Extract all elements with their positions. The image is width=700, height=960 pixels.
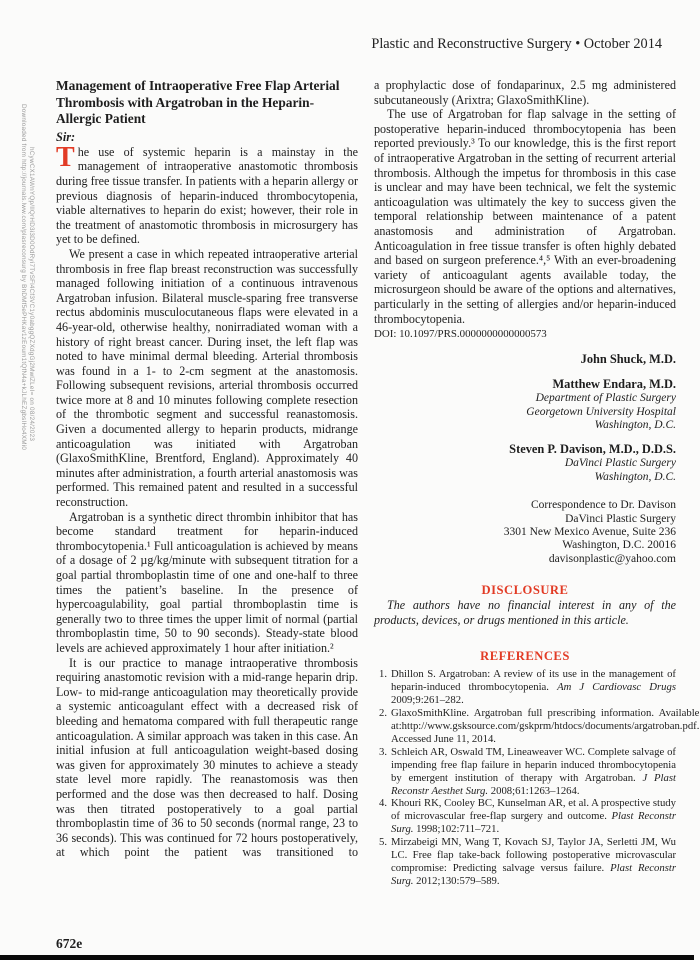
reference-journal: Plast Reconstr Surg. — [391, 861, 676, 887]
paragraph-intro — [56, 141, 358, 247]
article-title: Management of Intraoperative Free Flap Arterial Thrombosis with Argatroban in the Heparin-Allergic Patient — [56, 78, 340, 127]
reference-number: 5. — [378, 836, 387, 849]
authors-section — [374, 352, 676, 484]
reference-journal: J Plast Reconstr Aesthet Surg. — [391, 771, 676, 797]
reference-citation: GlaxoSmithKline. Argatroban full prescribing information. Available at:http://www.gsksource.com/gskprm/htdocs/documents/argatroban.pdf. Accessed June 11, 2014. — [391, 707, 700, 745]
author-name: Matthew Endara, M.D. — [552, 377, 676, 392]
paragraph-case-report: We present a case in which repeated intraoperative arterial thrombosis in free flap breast reconstruction was successfully managed following initiation of a continuous intravenous Argatroban infusion. Bilateral muscle-sparing free transverse rectus abdominis musculocutaneous flaps were elevated in a 46-year-old, otherwise healthy, nonirradiated woman with a history of right breast cancer. During inset, the left flap was noted to have minimal dermal bleeding. Arterial thrombosis was found in a 1- to 2-cm segment at the anastomosis. Following subsequent revisions, arterial thrombosis occurred twice more at 8 and 10 minutes following complete resection of the thrombotic segment and successful reanastomosis. Given a documented allergy to heparin products, midrange anticoagulation was initiated with Argatroban (GlaxoSmithKline, Brentford, England). Approximately 40 minutes after administration, a fourth arterial anastomosis was performed. This remained patent and resulted in a successful reconstruction. — [56, 246, 358, 510]
reference-number: 3. — [378, 745, 387, 758]
correspondence-line: Washington, D.C. 20016 — [562, 539, 676, 552]
reference-text — [391, 746, 676, 798]
reference-citation: Khouri RK, Cooley BC, Kunselman AR, et al. A prospective study of microvascular free-flap surgery and outcome. — [391, 797, 676, 823]
reference-citation: Dhillon S. Argatroban: A review of its use in the management of heparin-induced thrombocytopenia. — [391, 668, 676, 694]
journal-running-head: Plastic and Reconstructive Surgery • October 2014 — [371, 36, 662, 52]
reference-pages: 2008;61:1263–1264. — [488, 784, 580, 797]
download-watermark-line-1: Downloaded from http://journals.lww.com/plasreconsurg by BhDMf5ePHKav1zEoum1tQfN4a+kJLhEZgbsIHo4XMi0 — [20, 104, 27, 451]
references-heading: REFERENCES — [480, 649, 570, 664]
author-affiliation: Washington, D.C. — [594, 470, 676, 483]
reference-citation: Schleich AR, Oswald TM, Lineaweaver WC. Complete salvage of impending free flap failure in heparin induced thrombocytopenia by emergent institution of therapy with Argatroban. — [391, 745, 676, 784]
left-column — [56, 78, 358, 888]
reference-list — [374, 668, 700, 887]
reference-text — [391, 836, 676, 888]
correspondence-section — [374, 499, 676, 566]
reference-number: 1. — [378, 668, 387, 681]
scan-edge-bar — [0, 955, 694, 960]
correspondence-line: Correspondence to Dr. Davison — [531, 499, 676, 512]
reference-journal: Am J Cardiovasc Drugs — [557, 681, 676, 694]
author-block — [374, 442, 676, 484]
reference-text — [391, 797, 676, 836]
disclosure-heading: DISCLOSURE — [481, 583, 569, 598]
reference-pages: 1998;102:711–721. — [413, 823, 500, 836]
author-name: Steven P. Davison, M.D., D.D.S. — [509, 442, 676, 457]
right-column — [374, 78, 700, 888]
reference-item — [374, 707, 700, 746]
doi-line: DOI: 10.1097/PRS.0000000000000573 — [374, 328, 547, 341]
author-affiliation: Department of Plastic Surgery — [535, 392, 676, 405]
reference-item — [374, 668, 676, 707]
reference-text — [391, 707, 699, 746]
correspondence-line: 3301 New Mexico Avenue, Suite 236 — [503, 525, 676, 538]
correspondence-line: DaVinci Plastic Surgery — [565, 512, 676, 525]
author-affiliation: Georgetown University Hospital — [526, 405, 676, 418]
reference-number: 2. — [378, 707, 387, 720]
reference-item — [374, 797, 676, 836]
paragraph-argatroban-background: Argatroban is a synthetic direct thrombin inhibitor that has become standard treatment for heparin-induced thrombocytopenia.¹ Full anticoagulation is achieved by means of a dosage of 2 µg/kg/minute with subsequent titration for a goal partial thromboplastin time of one and one-half to three times the patient’s baseline. In the presence of hypercoagulability, goal partial thromboplastin time is generally two to three times the upper limit of normal (partial thromboplastin time, 50 to 90 seconds). Steady-state blood levels are achieved approximately 1 hour after initiation.² — [56, 509, 358, 655]
author-affiliation: DaVinci Plastic Surgery — [564, 457, 676, 470]
reference-citation: Mirzabeigi MN, Wang T, Kovach SJ, Taylor JA, Serletti JM, Wu LC. Free flap take-back following postoperative microvascular compromise: Predicting salvage versus failure. — [391, 836, 676, 874]
paragraph-intro-text: he use of systemic heparin is a mainstay in the management of intraoperative anastomotic thrombosis during free tissue transfer. In patients with a heparin allergy or previous diagnosis of heparin-induced thrombocytopenia, viable alternatives to heparin do exist; however, their role in the treatment of anastomotic thrombosis in microsurgery has yet to be defined. — [56, 144, 358, 247]
reference-number: 4. — [378, 797, 387, 810]
dropcap-letter: T — [56, 141, 75, 173]
author-affiliation: Washington, D.C. — [594, 418, 676, 431]
reference-journal: Plast Reconstr Surg. — [391, 810, 676, 836]
reference-item — [374, 836, 676, 888]
reference-item — [374, 746, 676, 798]
disclosure-text: The authors have no financial interest in any of the products, devices, or drugs mentioned in this article. — [374, 598, 676, 627]
paragraph-practice: It is our practice to manage intraoperative thrombosis requiring anastomotic revision with a mid-range heparin drip. Low- to mid-range anticoagulation may theoretically provide a systemic anticoagulant effect with a decreased risk of bleeding and hematoma compared with full therapeutic range anticoagulation. A similar approach was taken in this case. An initial infusion at full anticoagulation weight-based dosing was given for approximately 30 minutes to achieve a steady state level more rapidly. The reanastomosis was then performed and the dose was then decreased to half. Dosing was then titrated postoperatively to a goal partial thromboplastin time of 36 to 50 seconds (normal range, 23 to 36 seconds). This was continued for 72 hours postoperatively, at which point the patient was transitioned to — [56, 655, 358, 860]
download-watermark-line-2: hCywCX1AWnYQp/IlQrHD3i3D0OdRyi7TvSFl4Cf3VC1y0abggQZXdgGj2MwlZLeI= on 08/24/2023 — [28, 147, 35, 442]
references-section — [374, 649, 700, 887]
reference-text — [391, 668, 676, 707]
reference-pages: 2012;130:579–589. — [413, 874, 500, 887]
paragraph-discussion: The use of Argatroban for flap salvage in the setting of postoperative heparin-induced thrombocytopenia has been reported previously.³ To our knowledge, this is the first report of intraoperative Argatroban in the setting of recurrent arterial thrombosis. Although the impetus for thrombosis in this case is unclear and may have been technical, we felt the systemic anticoagulation was ultimately the key to success given the temporal relationship between maintenance of a patent anastomosis and administration of Argatroban. Anticoagulation in free tissue transfer is often highly debated and based on surgeon preference.⁴,⁵ With an ever-broadening variety of anticoagulant agents available today, the microsurgeon should be aware of the options and alternatives, particularly in the setting of allergies and/or heparin-induced thrombocytopenia. — [374, 107, 676, 326]
author-block — [374, 352, 676, 367]
page-number: 672e — [56, 936, 83, 951]
correspondence-email: davisonplastic@yahoo.com — [548, 552, 676, 565]
author-block — [374, 377, 676, 432]
author-name: John Shuck, M.D. — [580, 352, 676, 367]
salutation: Sir: — [56, 129, 76, 144]
reference-pages: 2009;9:261–282. — [391, 694, 464, 707]
paragraph-practice-continued: a prophylactic dose of fondaparinux, 2.5 mg administered subcutaneously (Arixtra; GlaxoSmithKline). — [374, 78, 676, 107]
two-column-body — [56, 78, 700, 888]
